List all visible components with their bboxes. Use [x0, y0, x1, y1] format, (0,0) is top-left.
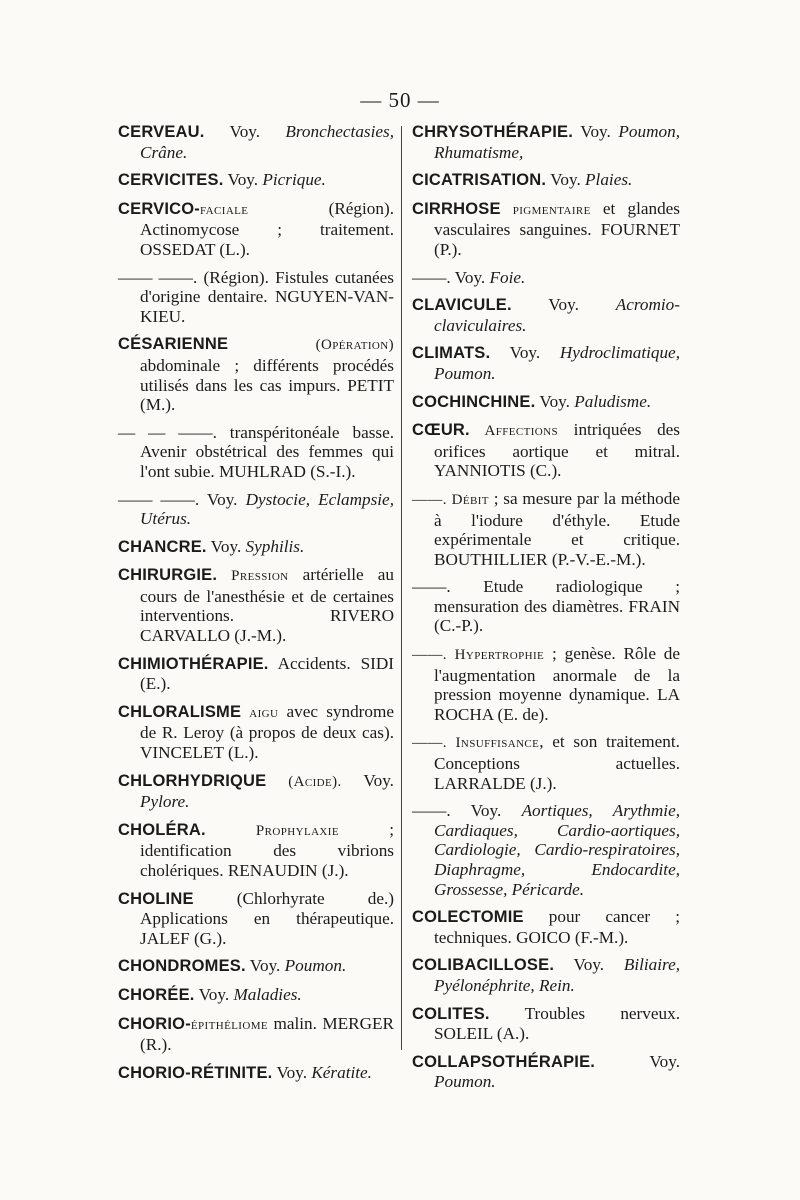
- entry-text: ——. Etude radiologique ; mensuration des diamètres. FRAIN (C.-P.).: [412, 577, 680, 636]
- index-entry: [118, 122, 394, 162]
- index-entry: [118, 199, 394, 260]
- index-entry: [118, 490, 394, 529]
- entry-headword: CIRRHOSE: [412, 199, 501, 218]
- entry-headword: COLLAPSOTHÉRAPIE.: [412, 1052, 596, 1071]
- entry-text: Voy.: [341, 770, 394, 790]
- entry-see-also: Foie.: [489, 267, 526, 287]
- index-entry: [118, 1014, 394, 1055]
- entry-text: pour cancer ; techniques. GOICO (F.-M.).: [434, 907, 680, 947]
- entry-text: Voy.: [573, 122, 619, 141]
- entry-headword: COLITES.: [412, 1004, 490, 1023]
- entry-text: —— ——. Voy.: [118, 489, 246, 509]
- left-column: [118, 122, 394, 1091]
- index-entry: [412, 955, 680, 995]
- index-entry: [412, 489, 680, 569]
- entry-subheading: faciale: [199, 201, 249, 218]
- entry-text: et glandes vasculaires sanguines. FOURNET (P.).: [434, 198, 680, 259]
- index-entry: [412, 199, 680, 260]
- entry-text: ——. Voy.: [412, 267, 490, 287]
- column-divider: [401, 126, 402, 1050]
- entry-headword: CLIMATS.: [412, 344, 491, 363]
- entry-subheading: Pression: [217, 568, 289, 585]
- index-entry: [412, 907, 680, 947]
- entry-text: (Région). Actinomycose ; traitement. OSSEDAT (L.).: [140, 198, 394, 259]
- entry-text: Voy.: [194, 984, 234, 1004]
- entry-headword: CHOLÉRA.: [118, 820, 206, 839]
- entry-subheading: ——. Débit: [412, 491, 489, 508]
- index-entry: [412, 268, 680, 288]
- entry-see-also: Poumon.: [434, 1072, 496, 1092]
- index-entry: [118, 820, 394, 881]
- entry-see-also: Pylore.: [140, 792, 190, 812]
- entry-see-also: Bronchectasies, Crâne.: [140, 122, 394, 162]
- entry-headword: CERVICITES.: [118, 171, 224, 190]
- entry-see-also: Acromio-claviculaires.: [434, 295, 680, 335]
- entry-text: malin. MERGER (R.).: [140, 1013, 394, 1055]
- entry-headword: CERVEAU.: [118, 123, 205, 141]
- entry-text: Voy.: [511, 295, 616, 315]
- entry-subheading: Prophylaxie: [205, 822, 339, 839]
- entry-headword: CHORIO-: [118, 1014, 191, 1033]
- entry-subheading: épithéliome: [190, 1016, 269, 1033]
- index-entry: [118, 565, 394, 645]
- entry-text: avec syndrome de R. Leroy (à propos de deux cas). VINCELET (L.).: [140, 701, 394, 763]
- index-entry: [412, 1052, 680, 1092]
- entry-subheading: (Acide).: [266, 773, 342, 790]
- entry-text: Voy.: [546, 170, 586, 190]
- entry-text: artérielle au cours de l'anesthésie et de certaines interventions. RIVERO CARVALLO (J.-M.).: [140, 565, 394, 646]
- index-entry: [412, 420, 680, 481]
- page-number: — 50 —: [360, 88, 440, 112]
- index-entry: [118, 537, 394, 558]
- entry-text: Voy.: [272, 1062, 312, 1082]
- entry-subheading: ——. Hypertrophie: [412, 647, 545, 664]
- entry-text: ——. Voy.: [412, 801, 522, 821]
- entry-headword: COCHINCHINE.: [412, 392, 536, 411]
- entry-headword: CICATRISATION.: [412, 171, 547, 190]
- entry-text: — — ——. transpéritonéale basse. Avenir obstétrical des femmes qui l'ont subie. MUHLRAD (S.-I.).: [118, 422, 394, 481]
- index-entry: [412, 577, 680, 636]
- entry-see-also: Picrique.: [262, 170, 326, 190]
- entry-subheading: (Opération): [228, 337, 394, 354]
- entry-headword: CHRYSOTHÉRAPIE.: [412, 123, 573, 141]
- entry-headword: CŒUR.: [412, 421, 470, 440]
- index-entry: [118, 268, 394, 327]
- right-column: [412, 122, 680, 1100]
- index-entry: [118, 334, 394, 414]
- entry-headword: CHONDROMES.: [118, 957, 246, 976]
- entry-text: Voy.: [245, 956, 285, 976]
- index-entry: [118, 889, 394, 949]
- entry-headword: CHLORALISME: [118, 702, 242, 721]
- entry-text: Voy.: [535, 391, 575, 411]
- entry-text: intriquées des orifices aortique et mitral. YANNIOTIS (C.).: [434, 420, 680, 481]
- entry-text: Voy.: [490, 343, 560, 363]
- index-entry: [118, 771, 394, 812]
- entry-see-also: Aortiques, Arythmie, Cardiaques, Cardio-aortiques, Cardiologie, Cardio-respiratoires, Diaphragme, Endocardite, Grossesse, Péricarde.: [434, 801, 680, 899]
- entry-see-also: Plaies.: [585, 170, 633, 190]
- entry-see-also: Paludisme.: [574, 391, 652, 411]
- index-entry: [412, 170, 680, 191]
- entry-text: ; sa mesure par la méthode à l'iodure d'éthyle. Etude expérimentale et critique. BOUTHILLIER (P.-V.-E.-M.).: [434, 488, 680, 569]
- index-entry: [118, 170, 394, 191]
- entry-text: Voy.: [595, 1051, 680, 1071]
- entry-text: ; identification des vibrions cholériques. RENAUDIN (J.).: [140, 819, 394, 880]
- entry-see-also: Kératite.: [311, 1062, 372, 1082]
- index-entry: [412, 295, 680, 335]
- index-entry: [412, 122, 680, 162]
- index-entry: [118, 423, 394, 482]
- entry-headword: CHORÉE.: [118, 985, 195, 1004]
- entry-text: —— ——. (Région). Fistules cutanées d'origine dentaire. NGUYEN-VAN-KIEU.: [118, 267, 394, 326]
- entry-text: Voy.: [223, 170, 263, 190]
- index-entry: [118, 956, 394, 977]
- entry-headword: CHOLINE: [118, 889, 194, 908]
- entry-headword: CLAVICULE.: [412, 296, 512, 315]
- entry-headword: CHORIO-RÉTINITE.: [118, 1063, 273, 1082]
- entry-headword: CERVICO-: [118, 199, 200, 218]
- index-entry: [412, 801, 680, 899]
- entry-text: Accidents. SIDI (E.).: [140, 653, 394, 694]
- entry-subheading: aigu: [241, 704, 279, 721]
- entry-see-also: Biliaire, Pyélonéphrite, Rein.: [434, 955, 680, 995]
- entry-text: Voy.: [206, 536, 246, 556]
- entry-text: Voy.: [554, 955, 624, 975]
- entry-see-also: Maladies.: [233, 984, 302, 1004]
- entry-see-also: Syphilis.: [245, 536, 305, 556]
- entry-see-also: Hydroclimatique, Poumon.: [434, 343, 680, 383]
- entry-text: , et son traitement. Conceptions actuelles. LARRALDE (J.).: [434, 732, 680, 793]
- entry-text: (Chlorhyrate de.) Applications en thérapeutique. JALEF (G.).: [140, 888, 394, 948]
- index-entry: [412, 644, 680, 724]
- entry-headword: COLIBACILLOSE.: [412, 956, 555, 975]
- entry-subheading: ——. Insuffisance: [412, 735, 540, 752]
- entry-text: ; genèse. Rôle de l'augmentation anormale de la pression moyenne dynamique. LA ROCHA (E. de).: [434, 644, 680, 724]
- entry-subheading: Affections: [469, 423, 559, 440]
- index-entry: [412, 343, 680, 383]
- entry-see-also: Poumon, Rhumatisme,: [434, 122, 680, 162]
- entry-text: abdominale ; différents procédés utilisés dans les cas impurs. PETIT (M.).: [140, 355, 394, 415]
- index-entry: [412, 732, 680, 793]
- index-entry: [118, 654, 394, 694]
- index-entry: [412, 392, 680, 413]
- entry-headword: CHIMIOTHÉRAPIE.: [118, 654, 269, 673]
- index-entry: [412, 1004, 680, 1044]
- index-entry: [118, 702, 394, 763]
- index-entry: [118, 985, 394, 1006]
- entry-headword: CHIRURGIE.: [118, 566, 218, 585]
- index-entry: [118, 1063, 394, 1084]
- entry-text: Voy.: [204, 122, 286, 141]
- entry-headword: CHLORHYDRIQUE: [118, 771, 267, 790]
- entry-headword: CÉSARIENNE: [118, 335, 229, 354]
- entry-text: Troubles nerveux. SOLEIL (A.).: [434, 1003, 680, 1044]
- entry-subheading: pigmentaire: [500, 201, 591, 218]
- entry-see-also: Poumon.: [284, 956, 347, 976]
- entry-headword: COLECTOMIE: [412, 908, 524, 927]
- entry-see-also: Dystocie, Eclampsie, Utérus.: [140, 489, 394, 529]
- entry-headword: CHANCRE.: [118, 537, 207, 556]
